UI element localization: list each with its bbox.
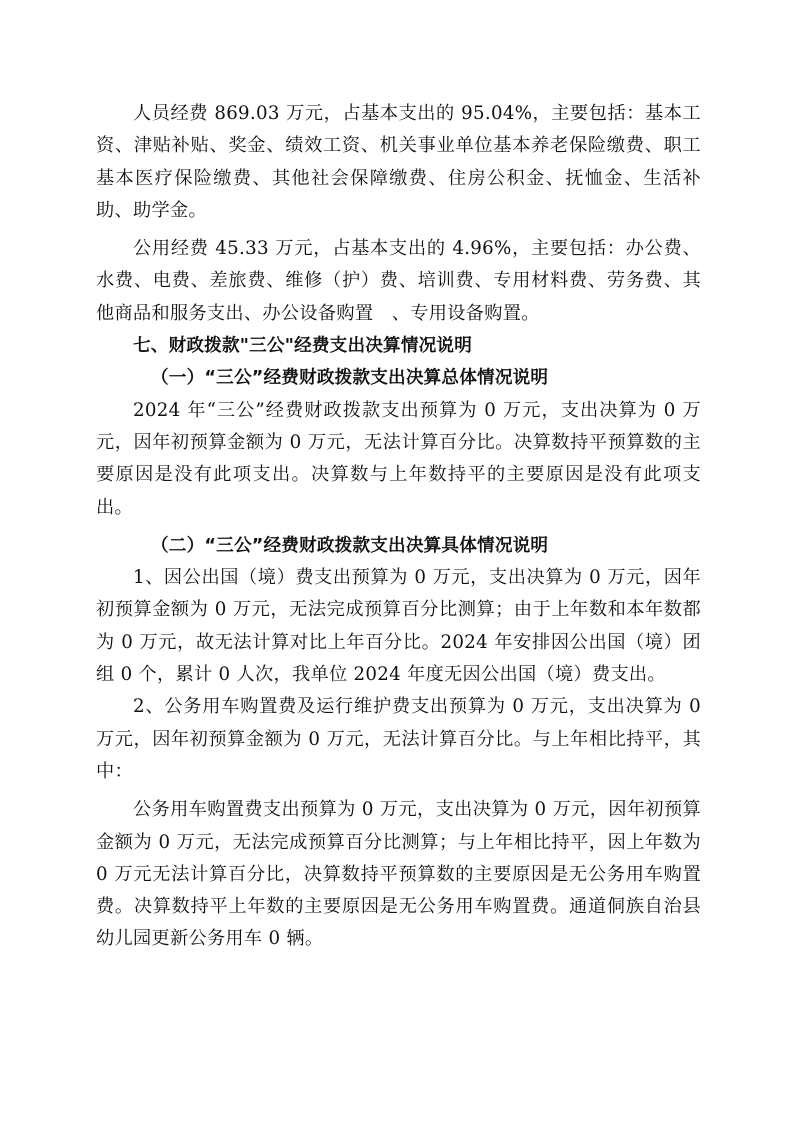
document-body xyxy=(96,98,701,956)
paragraph-public-expenses: 公用经费 45.33 万元，占基本支出的 4.96%，主要包括：办公费、水费、电费、差旅费、维修（护）费、培训费、专用材料费、劳务费、其他商品和服务支出、办公设备购置 、专用设备购置。 xyxy=(96,238,701,324)
paragraph-overall-situation: 2024 年“三公”经费财政拨款支出预算为 0 万元，支出决算为 0 万元，因年初预算金额为 0 万元，无法计算百分比。决算数持平预算数的主要原因是没有此项支出。决算数与上年数持平的主要原因是没有此项支出。 xyxy=(96,399,701,518)
paragraph-personnel-expenses: 人员经费 869.03 万元，占基本支出的 95.04%，主要包括：基本工资、津贴补贴、奖金、绩效工资、机关事业单位基本养老保险缴费、职工基本医疗保险缴费、其他社会保障缴费、住房公积金、抚恤金、生活补助、助学金。 xyxy=(96,103,701,221)
subsection-heading-two: （二）“三公”经费财政拨款支出决算具体情况说明 xyxy=(151,535,549,556)
paragraph-abroad-expenses: 1、因公出国（境）费支出预算为 0 万元，支出决算为 0 万元，因年初预算金额为 0 万元，无法完成预算百分比测算；由于上年数和本年数都为 0 万元，故无法计算对比上年百分比。2024 年安排因公出国（境）团组 0 个，累计 0 人次，我单位 2024 年度无因公出国（境）费支出。 xyxy=(96,567,701,686)
subsection-heading-one: （一）“三公”经费财政拨款支出决算总体情况说明 xyxy=(151,368,549,389)
section-heading-seven: 七、财政拨款"三公"经费支出决算情况说明 xyxy=(133,336,473,357)
paragraph-vehicle-purchase: 公务用车购置费支出预算为 0 万元，支出决算为 0 万元，因年初预算金额为 0 万元，无法完成预算百分比测算；与上年相比持平，因上年数为 0 万元无法计算百分比，决算数持平预算数的主要原因是无公务用车购置费。决算数持平上年数的主要原因是无公务用车购置费。通道侗族自治县幼儿园更新公务用车 0 辆。 xyxy=(96,799,701,950)
paragraph-vehicle-expenses: 2、公务用车购置费及运行维护费支出预算为 0 万元，支出决算为 0 万元，因年初预算金额为 0 万元，无法计算百分比。与上年相比持平，其中： xyxy=(96,696,701,782)
